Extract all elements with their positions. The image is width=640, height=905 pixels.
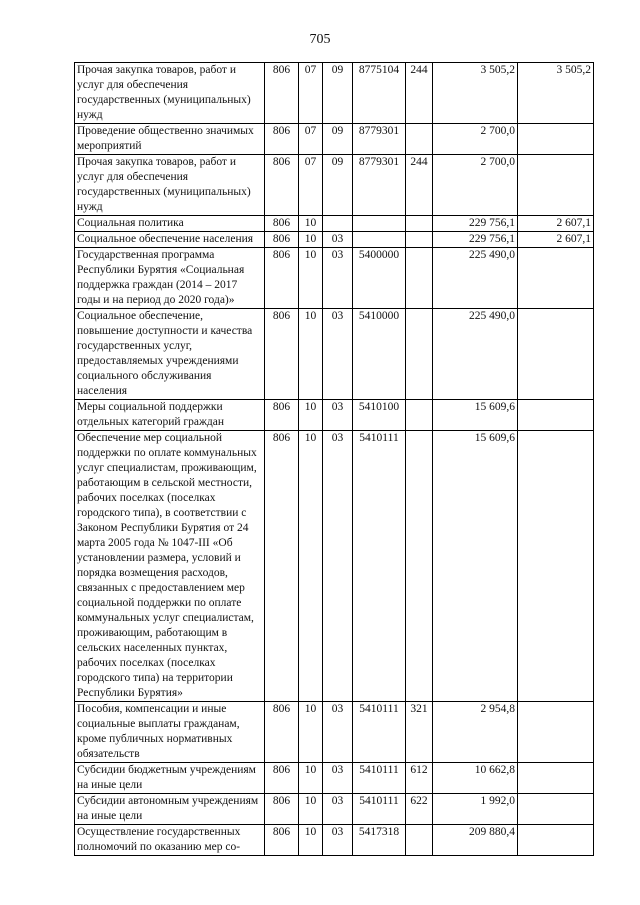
target-article-code: 5410100 (353, 400, 406, 431)
subsection-code: 03 (323, 825, 353, 856)
subsection-code: 03 (323, 232, 353, 248)
row-name: Социальная политика (75, 216, 265, 232)
target-article-code: 8779301 (353, 155, 406, 216)
subsection-code (323, 216, 353, 232)
amount-federal: 2 607,1 (518, 216, 594, 232)
target-article-code: 5410111 (353, 431, 406, 702)
amount-federal (518, 155, 594, 216)
amount-total: 10 662,8 (433, 763, 518, 794)
row-name: Осуществление государственных полномочий по оказанию мер со- (75, 825, 265, 856)
expense-type-code: 244 (406, 155, 433, 216)
amount-total: 2 700,0 (433, 124, 518, 155)
target-article-code: 5410111 (353, 794, 406, 825)
amount-federal (518, 763, 594, 794)
row-name: Прочая закупка товаров, работ и услуг для обеспечения государственных (муниципальных) нужд (75, 155, 265, 216)
expense-type-code: 244 (406, 63, 433, 124)
row-name: Пособия, компенсации и иные социальные выплаты гражданам, кроме публичных нормативных обязательств (75, 702, 265, 763)
ministry-code: 806 (265, 794, 299, 825)
table-row (75, 248, 594, 309)
subsection-code: 09 (323, 155, 353, 216)
row-name: Обеспечение мер социальной поддержки по оплате коммунальных услуг специалистам, проживающим, работающим в сельской местности, рабочих поселках (поселках городского типа), в соответствии с Законом Республики Бурятия от 24 марта 2005 года № 1047-III «Об установлении размера, условий и порядка возмещения расходов, связанных с предоставлением мер социальной поддержки по оплате коммунальных услуг специалистам, проживающим, работающим в сельских населенных пунктах, рабочих поселках (поселках городского типа) на территории Республики Бурятия» (75, 431, 265, 702)
expense-type-code (406, 124, 433, 155)
table-row (75, 63, 594, 124)
ministry-code: 806 (265, 63, 299, 124)
section-code: 10 (299, 232, 323, 248)
amount-federal (518, 794, 594, 825)
subsection-code: 03 (323, 309, 353, 400)
ministry-code: 806 (265, 124, 299, 155)
table-row (75, 431, 594, 702)
ministry-code: 806 (265, 702, 299, 763)
expense-type-code (406, 825, 433, 856)
row-name: Социальное обеспечение населения (75, 232, 265, 248)
expense-type-code: 612 (406, 763, 433, 794)
subsection-code: 03 (323, 400, 353, 431)
amount-total: 2 954,8 (433, 702, 518, 763)
amount-federal (518, 124, 594, 155)
amount-total: 225 490,0 (433, 248, 518, 309)
target-article-code: 5410111 (353, 763, 406, 794)
table-row (75, 794, 594, 825)
section-code: 10 (299, 248, 323, 309)
table-row (75, 124, 594, 155)
expense-type-code: 622 (406, 794, 433, 825)
target-article-code: 5400000 (353, 248, 406, 309)
table-row (75, 763, 594, 794)
row-name: Меры социальной поддержки отдельных категорий граждан (75, 400, 265, 431)
row-name: Государственная программа Республики Бурятия «Социальная поддержка граждан (2014 – 2017 годы и на период до 2020 года)» (75, 248, 265, 309)
amount-total: 209 880,4 (433, 825, 518, 856)
amount-total: 2 700,0 (433, 155, 518, 216)
target-article-code (353, 216, 406, 232)
table-row (75, 825, 594, 856)
ministry-code: 806 (265, 232, 299, 248)
row-name: Проведение общественно значимых мероприятий (75, 124, 265, 155)
ministry-code: 806 (265, 248, 299, 309)
expense-type-code (406, 309, 433, 400)
section-code: 10 (299, 309, 323, 400)
target-article-code: 8779301 (353, 124, 406, 155)
ministry-code: 806 (265, 309, 299, 400)
section-code: 10 (299, 825, 323, 856)
amount-total: 15 609,6 (433, 400, 518, 431)
amount-federal (518, 248, 594, 309)
subsection-code: 03 (323, 763, 353, 794)
section-code: 07 (299, 155, 323, 216)
subsection-code: 09 (323, 63, 353, 124)
table-row (75, 400, 594, 431)
amount-federal (518, 431, 594, 702)
target-article-code: 5417318 (353, 825, 406, 856)
section-code: 07 (299, 124, 323, 155)
subsection-code: 03 (323, 702, 353, 763)
amount-federal (518, 825, 594, 856)
amount-total: 229 756,1 (433, 216, 518, 232)
table-row (75, 155, 594, 216)
amount-federal: 2 607,1 (518, 232, 594, 248)
expense-type-code (406, 400, 433, 431)
ministry-code: 806 (265, 763, 299, 794)
amount-federal (518, 702, 594, 763)
section-code: 10 (299, 400, 323, 431)
ministry-code: 806 (265, 155, 299, 216)
section-code: 10 (299, 763, 323, 794)
row-name: Субсидии бюджетным учреждениям на иные цели (75, 763, 265, 794)
table-row (75, 702, 594, 763)
row-name: Прочая закупка товаров, работ и услуг для обеспечения государственных (муниципальных) нужд (75, 63, 265, 124)
target-article-code: 8775104 (353, 63, 406, 124)
amount-total: 1 992,0 (433, 794, 518, 825)
ministry-code: 806 (265, 431, 299, 702)
ministry-code: 806 (265, 400, 299, 431)
target-article-code: 5410000 (353, 309, 406, 400)
ministry-code: 806 (265, 216, 299, 232)
expense-type-code (406, 216, 433, 232)
budget-table-body (75, 63, 594, 856)
expense-type-code (406, 248, 433, 309)
table-row (75, 232, 594, 248)
subsection-code: 03 (323, 431, 353, 702)
row-name: Субсидии автономным учреждениям на иные цели (75, 794, 265, 825)
row-name: Социальное обеспечение, повышение доступности и качества государственных услуг, предоставляемых учреждениями социального обслуживания населения (75, 309, 265, 400)
expense-type-code: 321 (406, 702, 433, 763)
amount-federal (518, 309, 594, 400)
section-code: 10 (299, 794, 323, 825)
subsection-code: 03 (323, 248, 353, 309)
table-row (75, 309, 594, 400)
amount-total: 225 490,0 (433, 309, 518, 400)
amount-federal: 3 505,2 (518, 63, 594, 124)
section-code: 10 (299, 702, 323, 763)
budget-table (74, 62, 594, 856)
subsection-code: 09 (323, 124, 353, 155)
amount-total: 3 505,2 (433, 63, 518, 124)
page-number: 705 (309, 32, 331, 47)
amount-federal (518, 400, 594, 431)
section-code: 10 (299, 216, 323, 232)
section-code: 07 (299, 63, 323, 124)
ministry-code: 806 (265, 825, 299, 856)
section-code: 10 (299, 431, 323, 702)
target-article-code: 5410111 (353, 702, 406, 763)
table-row (75, 216, 594, 232)
expense-type-code (406, 431, 433, 702)
amount-total: 15 609,6 (433, 431, 518, 702)
target-article-code (353, 232, 406, 248)
subsection-code: 03 (323, 794, 353, 825)
expense-type-code (406, 232, 433, 248)
amount-total: 229 756,1 (433, 232, 518, 248)
